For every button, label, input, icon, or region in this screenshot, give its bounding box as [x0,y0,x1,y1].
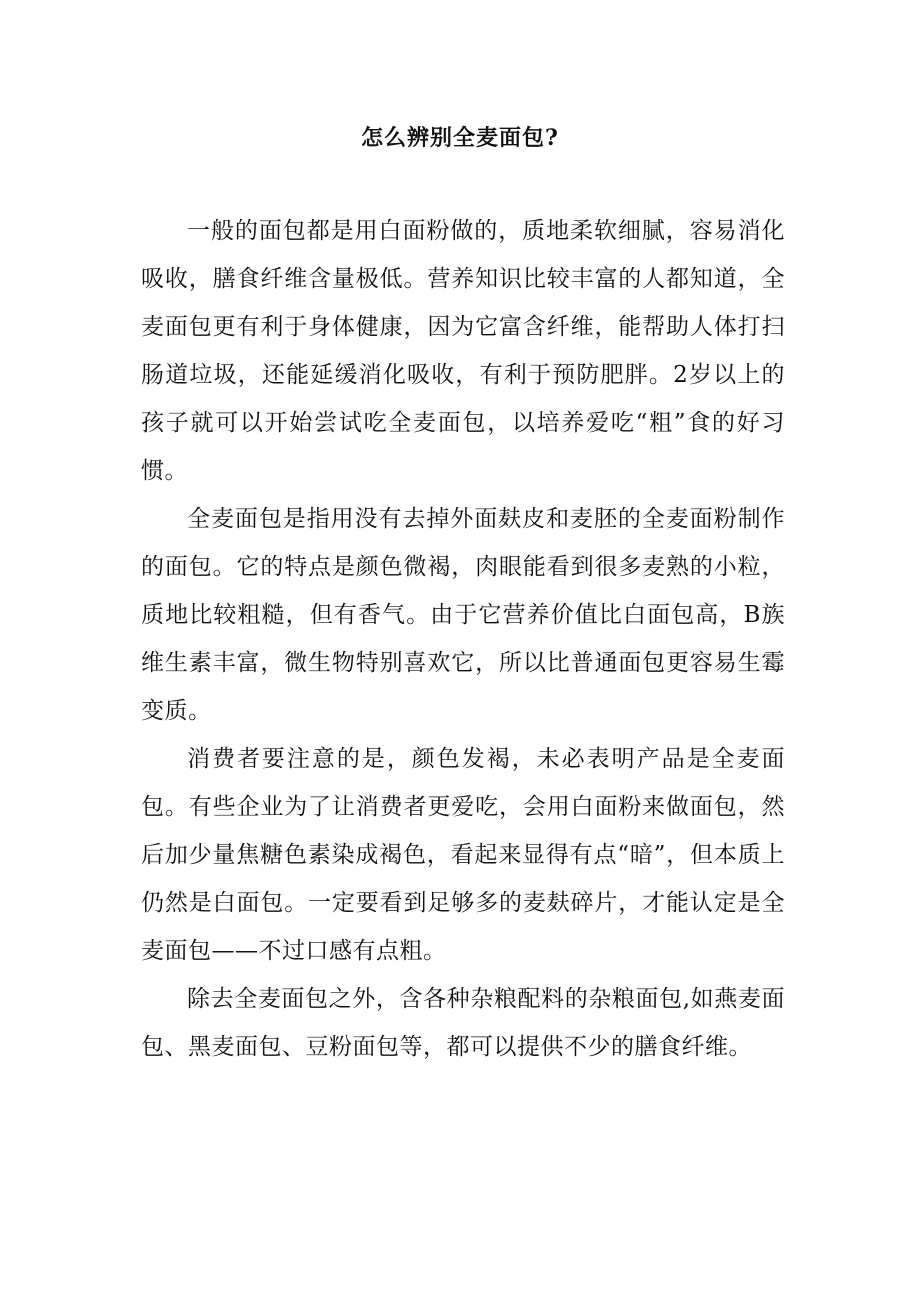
article-body [141,207,785,1071]
paragraph-3: 消费者要注意的是，颜色发褐，未必表明产品是全麦面包。有些企业为了让消费者更爱吃，会用白面粉来做面包，然后加少量焦糖色素染成褐色，看起来显得有点“暗”，但本质上仍然是白面包。一定要看到足够多的麦麸碎片，才能认定是全麦面包——不过口感有点粗。 [141,746,785,964]
paragraph-2: 全麦面包是指用没有去掉外面麸皮和麦胚的全麦面粉制作的面包。它的特点是颜色微褐，肉眼能看到很多麦熟的小粒，质地比较粗糙，但有香气。由于它营养价值比白面包高，B族维生素丰富，微生物特别喜欢它，所以比普通面包更容易生霉变质。 [141,506,785,724]
page-title: 怎么辨别全麦面包? [361,125,559,151]
paragraph-4: 除去全麦面包之外，含各种杂粮配料的杂粮面包,如燕麦面包、黑麦面包、豆粉面包等，都可以提供不少的膳食纤维。 [141,986,785,1060]
paragraph-1: 一般的面包都是用白面粉做的，质地柔软细腻，容易消化吸收，膳食纤维含量极低。营养知识比较丰富的人都知道，全麦面包更有利于身体健康，因为它富含纤维，能帮助人体打扫肠道垃圾，还能延缓消化吸收，有利于预防肥胖。2岁以上的孩子就可以开始尝试吃全麦面包，以培养爱吃“粗”食的好习惯。 [141,218,785,484]
